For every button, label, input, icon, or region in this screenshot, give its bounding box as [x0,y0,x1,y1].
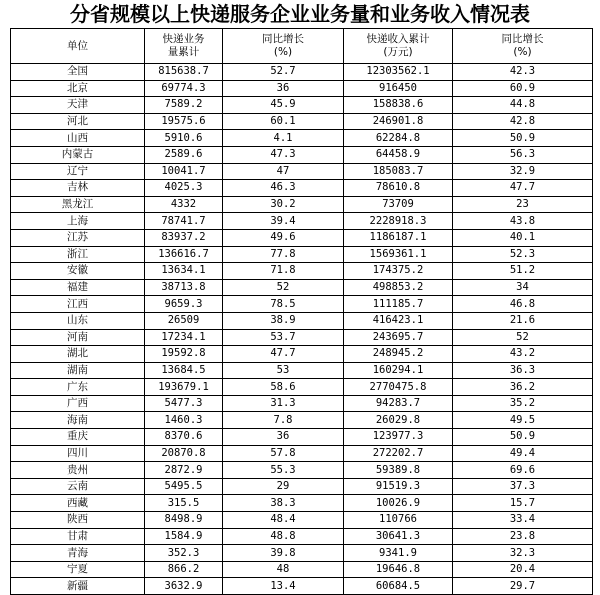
value-cell: 53.7 [223,329,344,346]
value-cell: 60684.5 [344,578,453,595]
value-cell: 49.4 [453,445,593,462]
value-cell: 2872.9 [145,462,223,479]
region-cell: 甘肃 [11,528,145,545]
value-cell: 3632.9 [145,578,223,595]
value-cell: 32.3 [453,545,593,562]
region-cell: 河北 [11,113,145,130]
value-cell: 4.1 [223,130,344,147]
table-row [11,329,593,346]
value-cell: 52.3 [453,246,593,263]
value-cell: 38713.8 [145,279,223,296]
value-cell: 57.8 [223,445,344,462]
value-cell: 21.6 [453,312,593,329]
table-row [11,379,593,396]
value-cell: 32.9 [453,163,593,180]
value-cell: 4332 [145,196,223,213]
value-cell: 83937.2 [145,229,223,246]
table-row [11,229,593,246]
table-row [11,412,593,429]
value-cell: 19575.6 [145,113,223,130]
column-header [344,29,453,64]
region-cell: 天津 [11,97,145,114]
table-row [11,561,593,578]
value-cell: 51.2 [453,263,593,280]
column-header-line: 同比增长 [262,33,304,45]
value-cell: 78610.8 [344,180,453,197]
value-cell: 59389.8 [344,462,453,479]
value-cell: 19646.8 [344,561,453,578]
region-cell: 新疆 [11,578,145,595]
value-cell: 1460.3 [145,412,223,429]
value-cell: 55.3 [223,462,344,479]
value-cell: 5910.6 [145,130,223,147]
value-cell: 50.9 [453,130,593,147]
value-cell: 38.3 [223,495,344,512]
column-header-line: (万元) [383,46,413,58]
value-cell: 10041.7 [145,163,223,180]
column-header [145,29,223,64]
value-cell: 315.5 [145,495,223,512]
value-cell: 248945.2 [344,346,453,363]
value-cell: 7.8 [223,412,344,429]
region-cell: 吉林 [11,180,145,197]
value-cell: 243695.7 [344,329,453,346]
table-row [11,346,593,363]
value-cell: 60.9 [453,80,593,97]
region-cell: 内蒙古 [11,146,145,163]
table-row [11,512,593,529]
table-row [11,263,593,280]
table-row [11,113,593,130]
value-cell: 36 [223,429,344,446]
value-cell: 47.7 [223,346,344,363]
value-cell: 52 [453,329,593,346]
column-header-line: 快递业务 [162,33,205,45]
value-cell: 64458.9 [344,146,453,163]
region-cell: 黑龙江 [11,196,145,213]
value-cell: 20.4 [453,561,593,578]
value-cell: 12303562.1 [344,64,453,81]
table-row [11,196,593,213]
region-cell: 福建 [11,279,145,296]
region-cell: 陕西 [11,512,145,529]
table-row [11,163,593,180]
value-cell: 62284.8 [344,130,453,147]
table-row [11,246,593,263]
value-cell: 50.9 [453,429,593,446]
table-body [11,64,593,595]
value-cell: 866.2 [145,561,223,578]
value-cell: 56.3 [453,146,593,163]
region-cell: 贵州 [11,462,145,479]
value-cell: 94283.7 [344,395,453,412]
value-cell: 31.3 [223,395,344,412]
header-row [11,29,593,64]
value-cell: 47.3 [223,146,344,163]
value-cell: 48 [223,561,344,578]
value-cell: 111185.7 [344,296,453,313]
value-cell: 246901.8 [344,113,453,130]
column-header [223,29,344,64]
value-cell: 43.8 [453,213,593,230]
value-cell: 36 [223,80,344,97]
column-header-line: (%) [273,46,293,58]
value-cell: 30641.3 [344,528,453,545]
value-cell: 9659.3 [145,296,223,313]
value-cell: 19592.8 [145,346,223,363]
value-cell: 45.9 [223,97,344,114]
value-cell: 29.7 [453,578,593,595]
table-row [11,146,593,163]
value-cell: 42.3 [453,64,593,81]
value-cell: 5477.3 [145,395,223,412]
value-cell: 52 [223,279,344,296]
value-cell: 8498.9 [145,512,223,529]
value-cell: 46.3 [223,180,344,197]
value-cell: 53 [223,362,344,379]
region-cell: 河南 [11,329,145,346]
region-cell: 北京 [11,80,145,97]
column-header-line: 量累计 [167,46,200,58]
table-row [11,213,593,230]
value-cell: 58.6 [223,379,344,396]
region-cell: 云南 [11,478,145,495]
value-cell: 136616.7 [145,246,223,263]
table-row [11,495,593,512]
value-cell: 69774.3 [145,80,223,97]
value-cell: 2589.6 [145,146,223,163]
table-row [11,180,593,197]
table-row [11,395,593,412]
value-cell: 23.8 [453,528,593,545]
value-cell: 71.8 [223,263,344,280]
value-cell: 1186187.1 [344,229,453,246]
value-cell: 73709 [344,196,453,213]
region-cell: 全国 [11,64,145,81]
region-cell: 安徽 [11,263,145,280]
value-cell: 13684.5 [145,362,223,379]
value-cell: 44.8 [453,97,593,114]
value-cell: 8370.6 [145,429,223,446]
value-cell: 29 [223,478,344,495]
region-cell: 湖北 [11,346,145,363]
value-cell: 1584.9 [145,528,223,545]
table-row [11,130,593,147]
value-cell: 78741.7 [145,213,223,230]
region-cell: 西藏 [11,495,145,512]
value-cell: 69.6 [453,462,593,479]
value-cell: 193679.1 [145,379,223,396]
value-cell: 158838.6 [344,97,453,114]
page-title: 分省规模以上快递服务企业业务量和业务收入情况表 [70,2,530,26]
value-cell: 46.8 [453,296,593,313]
value-cell: 43.2 [453,346,593,363]
region-cell: 辽宁 [11,163,145,180]
table-row [11,478,593,495]
value-cell: 35.2 [453,395,593,412]
region-cell: 山西 [11,130,145,147]
value-cell: 26029.8 [344,412,453,429]
value-cell: 17234.1 [145,329,223,346]
value-cell: 916450 [344,80,453,97]
value-cell: 30.2 [223,196,344,213]
value-cell: 49.6 [223,229,344,246]
table-row [11,545,593,562]
table-row [11,445,593,462]
value-cell: 13.4 [223,578,344,595]
region-cell: 山东 [11,312,145,329]
value-cell: 815638.7 [145,64,223,81]
value-cell: 272202.7 [344,445,453,462]
table-row [11,64,593,81]
value-cell: 37.3 [453,478,593,495]
value-cell: 40.1 [453,229,593,246]
value-cell: 77.8 [223,246,344,263]
region-cell: 宁夏 [11,561,145,578]
value-cell: 15.7 [453,495,593,512]
data-table [10,28,593,595]
column-header-line: 同比增长 [501,33,544,45]
value-cell: 39.8 [223,545,344,562]
value-cell: 48.8 [223,528,344,545]
value-cell: 416423.1 [344,312,453,329]
value-cell: 49.5 [453,412,593,429]
value-cell: 13634.1 [145,263,223,280]
column-header-line: 快递收入累计 [366,33,430,45]
value-cell: 36.3 [453,362,593,379]
column-header [11,29,145,64]
value-cell: 60.1 [223,113,344,130]
value-cell: 52.7 [223,64,344,81]
value-cell: 38.9 [223,312,344,329]
table-row [11,429,593,446]
column-header [453,29,593,64]
value-cell: 498853.2 [344,279,453,296]
region-cell: 青海 [11,545,145,562]
region-cell: 湖南 [11,362,145,379]
value-cell: 110766 [344,512,453,529]
value-cell: 174375.2 [344,263,453,280]
value-cell: 20870.8 [145,445,223,462]
table-row [11,578,593,595]
value-cell: 34 [453,279,593,296]
value-cell: 33.4 [453,512,593,529]
value-cell: 352.3 [145,545,223,562]
value-cell: 47.7 [453,180,593,197]
region-cell: 广西 [11,395,145,412]
region-cell: 四川 [11,445,145,462]
value-cell: 47 [223,163,344,180]
value-cell: 26509 [145,312,223,329]
value-cell: 5495.5 [145,478,223,495]
region-cell: 浙江 [11,246,145,263]
value-cell: 10026.9 [344,495,453,512]
region-cell: 海南 [11,412,145,429]
value-cell: 4025.3 [145,180,223,197]
value-cell: 42.8 [453,113,593,130]
column-header-line: 单位 [67,39,88,52]
value-cell: 2228918.3 [344,213,453,230]
value-cell: 9341.9 [344,545,453,562]
region-cell: 上海 [11,213,145,230]
table-row [11,462,593,479]
table-row [11,528,593,545]
value-cell: 7589.2 [145,97,223,114]
value-cell: 36.2 [453,379,593,396]
table-row [11,80,593,97]
table-header [11,29,593,64]
value-cell: 23 [453,196,593,213]
value-cell: 123977.3 [344,429,453,446]
table-row [11,296,593,313]
column-header-line: (%) [513,46,532,58]
table-row [11,97,593,114]
value-cell: 1569361.1 [344,246,453,263]
value-cell: 39.4 [223,213,344,230]
region-cell: 江西 [11,296,145,313]
value-cell: 2770475.8 [344,379,453,396]
table-row [11,312,593,329]
region-cell: 重庆 [11,429,145,446]
value-cell: 48.4 [223,512,344,529]
table-row [11,362,593,379]
table-row [11,279,593,296]
value-cell: 160294.1 [344,362,453,379]
value-cell: 91519.3 [344,478,453,495]
region-cell: 广东 [11,379,145,396]
region-cell: 江苏 [11,229,145,246]
value-cell: 78.5 [223,296,344,313]
value-cell: 185083.7 [344,163,453,180]
